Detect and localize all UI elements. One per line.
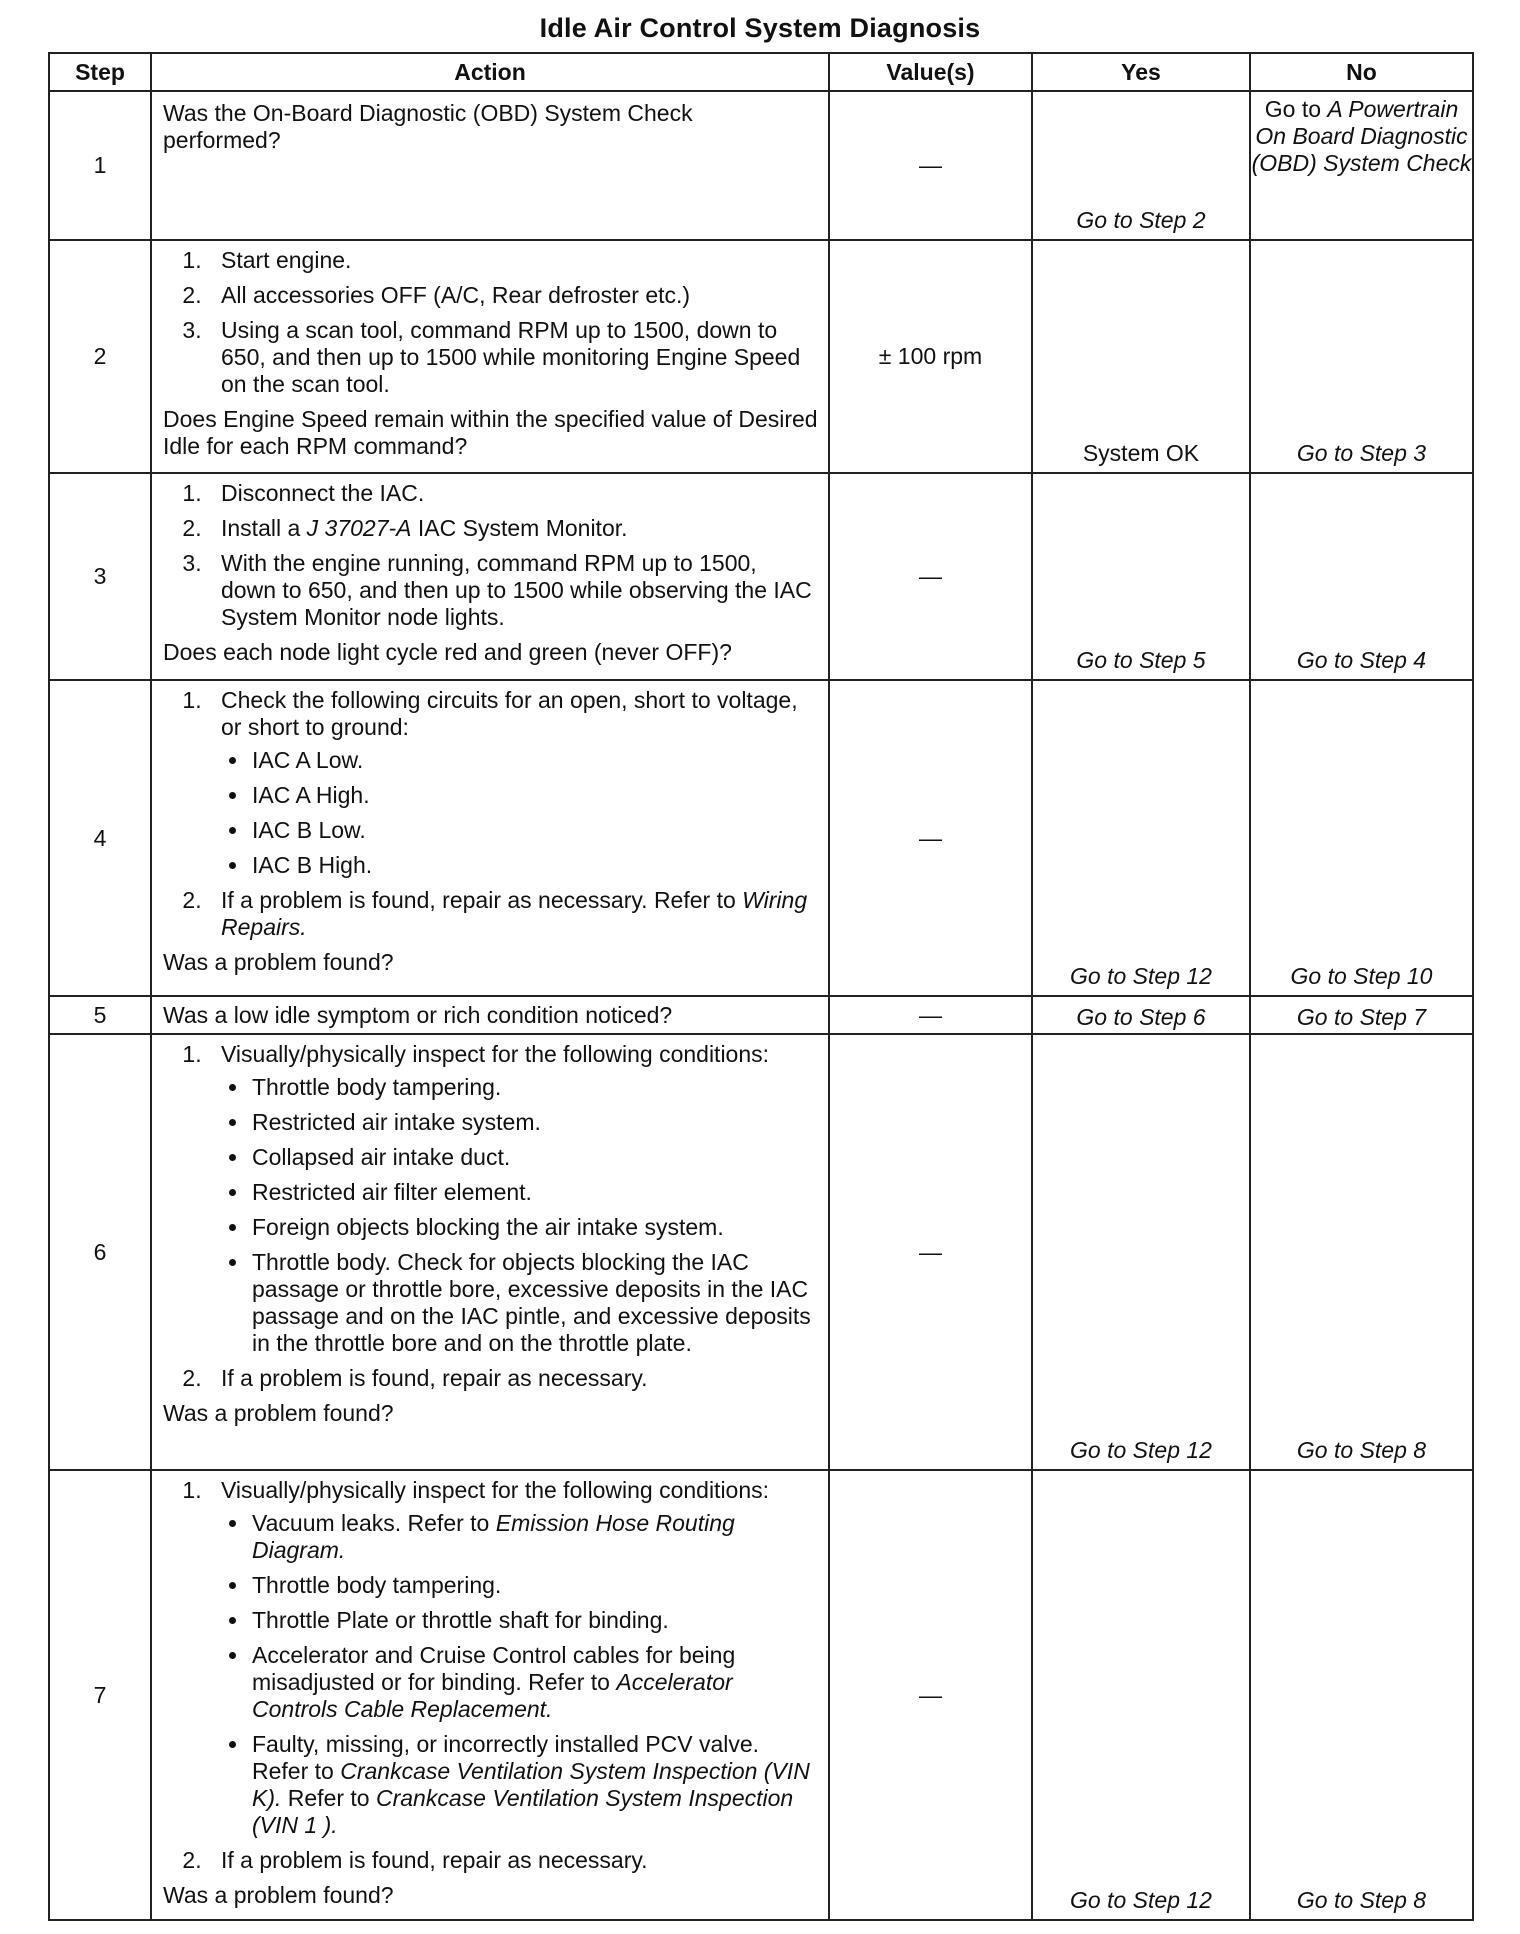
list-text: Refer to [281,1785,376,1811]
yes-cell: Go to Step 6 [1032,996,1250,1034]
header-no: No [1250,53,1473,91]
action-text: Check the following circuits for an open, short to voltage, or short to ground: [221,687,798,740]
question: Was a low idle symptom or rich condition noticed? [163,1001,673,1028]
value-cell: — [829,473,1032,680]
header-step: Step [49,53,151,91]
list-item: • IAC A High. [250,782,818,809]
no-cell: Go to Step 8 [1250,1034,1473,1470]
no-cell [1250,91,1473,240]
list-item: • IAC B Low. [250,817,818,844]
list-item: • Collapsed air intake duct. [250,1144,818,1171]
list-item [250,1510,818,1564]
step-number: 6 [49,1034,151,1470]
list-item [250,1642,818,1723]
step-number: 7 [49,1470,151,1920]
action-steps [163,480,818,631]
table-row [49,1034,1473,1470]
action-steps [163,687,818,941]
question: Was a problem found? [163,949,394,975]
action-step: 1. Start engine. [208,247,818,274]
action-text: Visually/physically inspect for the following conditions: [221,1041,770,1067]
table-row [49,996,1473,1034]
yes-cell: Go to Step 12 [1032,1034,1250,1470]
tool-reference: J 37027-A [306,515,412,541]
action-step [208,1041,818,1357]
action-step: 2. All accessories OFF (A/C, Rear defroster etc.) [208,282,818,309]
step-number: 2 [49,240,151,473]
list-item: • IAC A Low. [250,747,818,774]
list-item: • Restricted air intake system. [250,1109,818,1136]
table-row [49,91,1473,240]
no-cell: Go to Step 4 [1250,473,1473,680]
action-step: 2. If a problem is found, repair as necessary. [208,1847,818,1874]
list-item: • Restricted air filter element. [250,1179,818,1206]
value-cell: — [829,1470,1032,1920]
no-cell: Go to Step 7 [1250,996,1473,1034]
reference-link[interactable]: Accelerator Controls Cable Replacement. [252,1669,733,1722]
action-cell [151,996,829,1034]
action-cell [151,1470,829,1920]
table-row [49,473,1473,680]
condition-list [221,1074,818,1357]
list-text: Accelerator and Cruise Control cables for being misadjusted or for binding. Refer to [252,1642,736,1695]
reference-link[interactable]: Crankcase Ventilation System Inspection (VIN K). [252,1758,810,1811]
list-item: • Throttle body tampering. [250,1074,818,1101]
step-number: 3 [49,473,151,680]
no-cell: Go to Step 10 [1250,680,1473,996]
yes-cell: Go to Step 5 [1032,473,1250,680]
action-cell [151,473,829,680]
table-row [49,680,1473,996]
action-cell [151,680,829,996]
list-text: Faulty, missing, or incorrectly installed PCV valve. Refer to [252,1731,760,1784]
action-steps [163,247,818,398]
reference-link[interactable]: Crankcase Ventilation System Inspection (VIN 1 ). [252,1785,794,1838]
no-cell: Go to Step 8 [1250,1470,1473,1920]
step-number: 5 [49,996,151,1034]
yes-cell: Go to Step 2 [1032,91,1250,240]
action-step [208,687,818,879]
page-title: Idle Air Control System Diagnosis [539,13,981,43]
list-item: • IAC B High. [250,852,818,879]
action-step: 2. If a problem is found, repair as necessary. [208,1365,818,1392]
question: Was the On-Board Diagnostic (OBD) System Check performed? [163,100,693,153]
action-step: 3. Using a scan tool, command RPM up to 1500, down to 650, and then up to 1500 while monitoring Engine Speed on the scan tool. [208,317,818,398]
question: Was a problem found? [163,1882,394,1908]
table-header-row [49,53,1473,91]
action-step [208,515,818,542]
no-cell: Go to Step 3 [1250,240,1473,473]
list-item [250,1731,818,1839]
condition-list [221,1510,818,1839]
action-steps [163,1041,818,1392]
question: Does Engine Speed remain within the specified value of Desired Idle for each RPM command? [163,406,818,459]
no-prefix: Go to [1264,96,1328,122]
action-text: Visually/physically inspect for the following conditions: [221,1477,770,1503]
action-text: IAC System Monitor. [411,515,628,541]
value-cell: ± 100 rpm [829,240,1032,473]
question: Does each node light cycle red and green (never OFF)? [163,639,732,665]
table-row [49,240,1473,473]
list-text: Vacuum leaks. Refer to [252,1510,496,1536]
action-step [208,1477,818,1839]
reference-link[interactable]: Wiring Repairs. [221,887,808,940]
value-cell: — [829,91,1032,240]
question: Was a problem found? [163,1400,394,1426]
yes-cell: Go to Step 12 [1032,680,1250,996]
list-item: • Throttle body tampering. [250,1572,818,1599]
header-values: Value(s) [829,53,1032,91]
action-cell [151,91,829,240]
no-reference-link[interactable]: A Powertrain On Board Diagnostic (OBD) System Check [1251,96,1472,176]
table-row [49,1470,1473,1920]
step-number: 4 [49,680,151,996]
yes-cell: Go to Step 12 [1032,1470,1250,1920]
action-step [208,887,818,941]
action-text: Install a [221,515,307,541]
action-step: 3. With the engine running, command RPM up to 1500, down to 650, and then up to 1500 while observing the IAC System Monitor node lights. [208,550,818,631]
value-cell: — [829,996,1032,1034]
circuit-list [221,747,818,879]
action-cell [151,240,829,473]
action-cell [151,1034,829,1470]
step-number: 1 [49,91,151,240]
action-steps [163,1477,818,1874]
list-item: • Foreign objects blocking the air intake system. [250,1214,818,1241]
value-cell: — [829,680,1032,996]
value-cell: — [829,1034,1032,1470]
action-text: If a problem is found, repair as necessary. Refer to [221,887,743,913]
action-step: 1. Disconnect the IAC. [208,480,818,507]
yes-cell: System OK [1032,240,1250,473]
list-item: • Throttle Plate or throttle shaft for binding. [250,1607,818,1634]
header-action: Action [151,53,829,91]
list-item: • Throttle body. Check for objects blocking the IAC passage or throttle bore, excessive deposits in the IAC passage and on the IAC pintle, and excessive deposits in the throttle bore and on the throttle plate. [250,1249,818,1357]
header-yes: Yes [1032,53,1250,91]
reference-link[interactable]: Emission Hose Routing Diagram. [252,1510,735,1563]
diagnosis-table [48,52,1474,1921]
